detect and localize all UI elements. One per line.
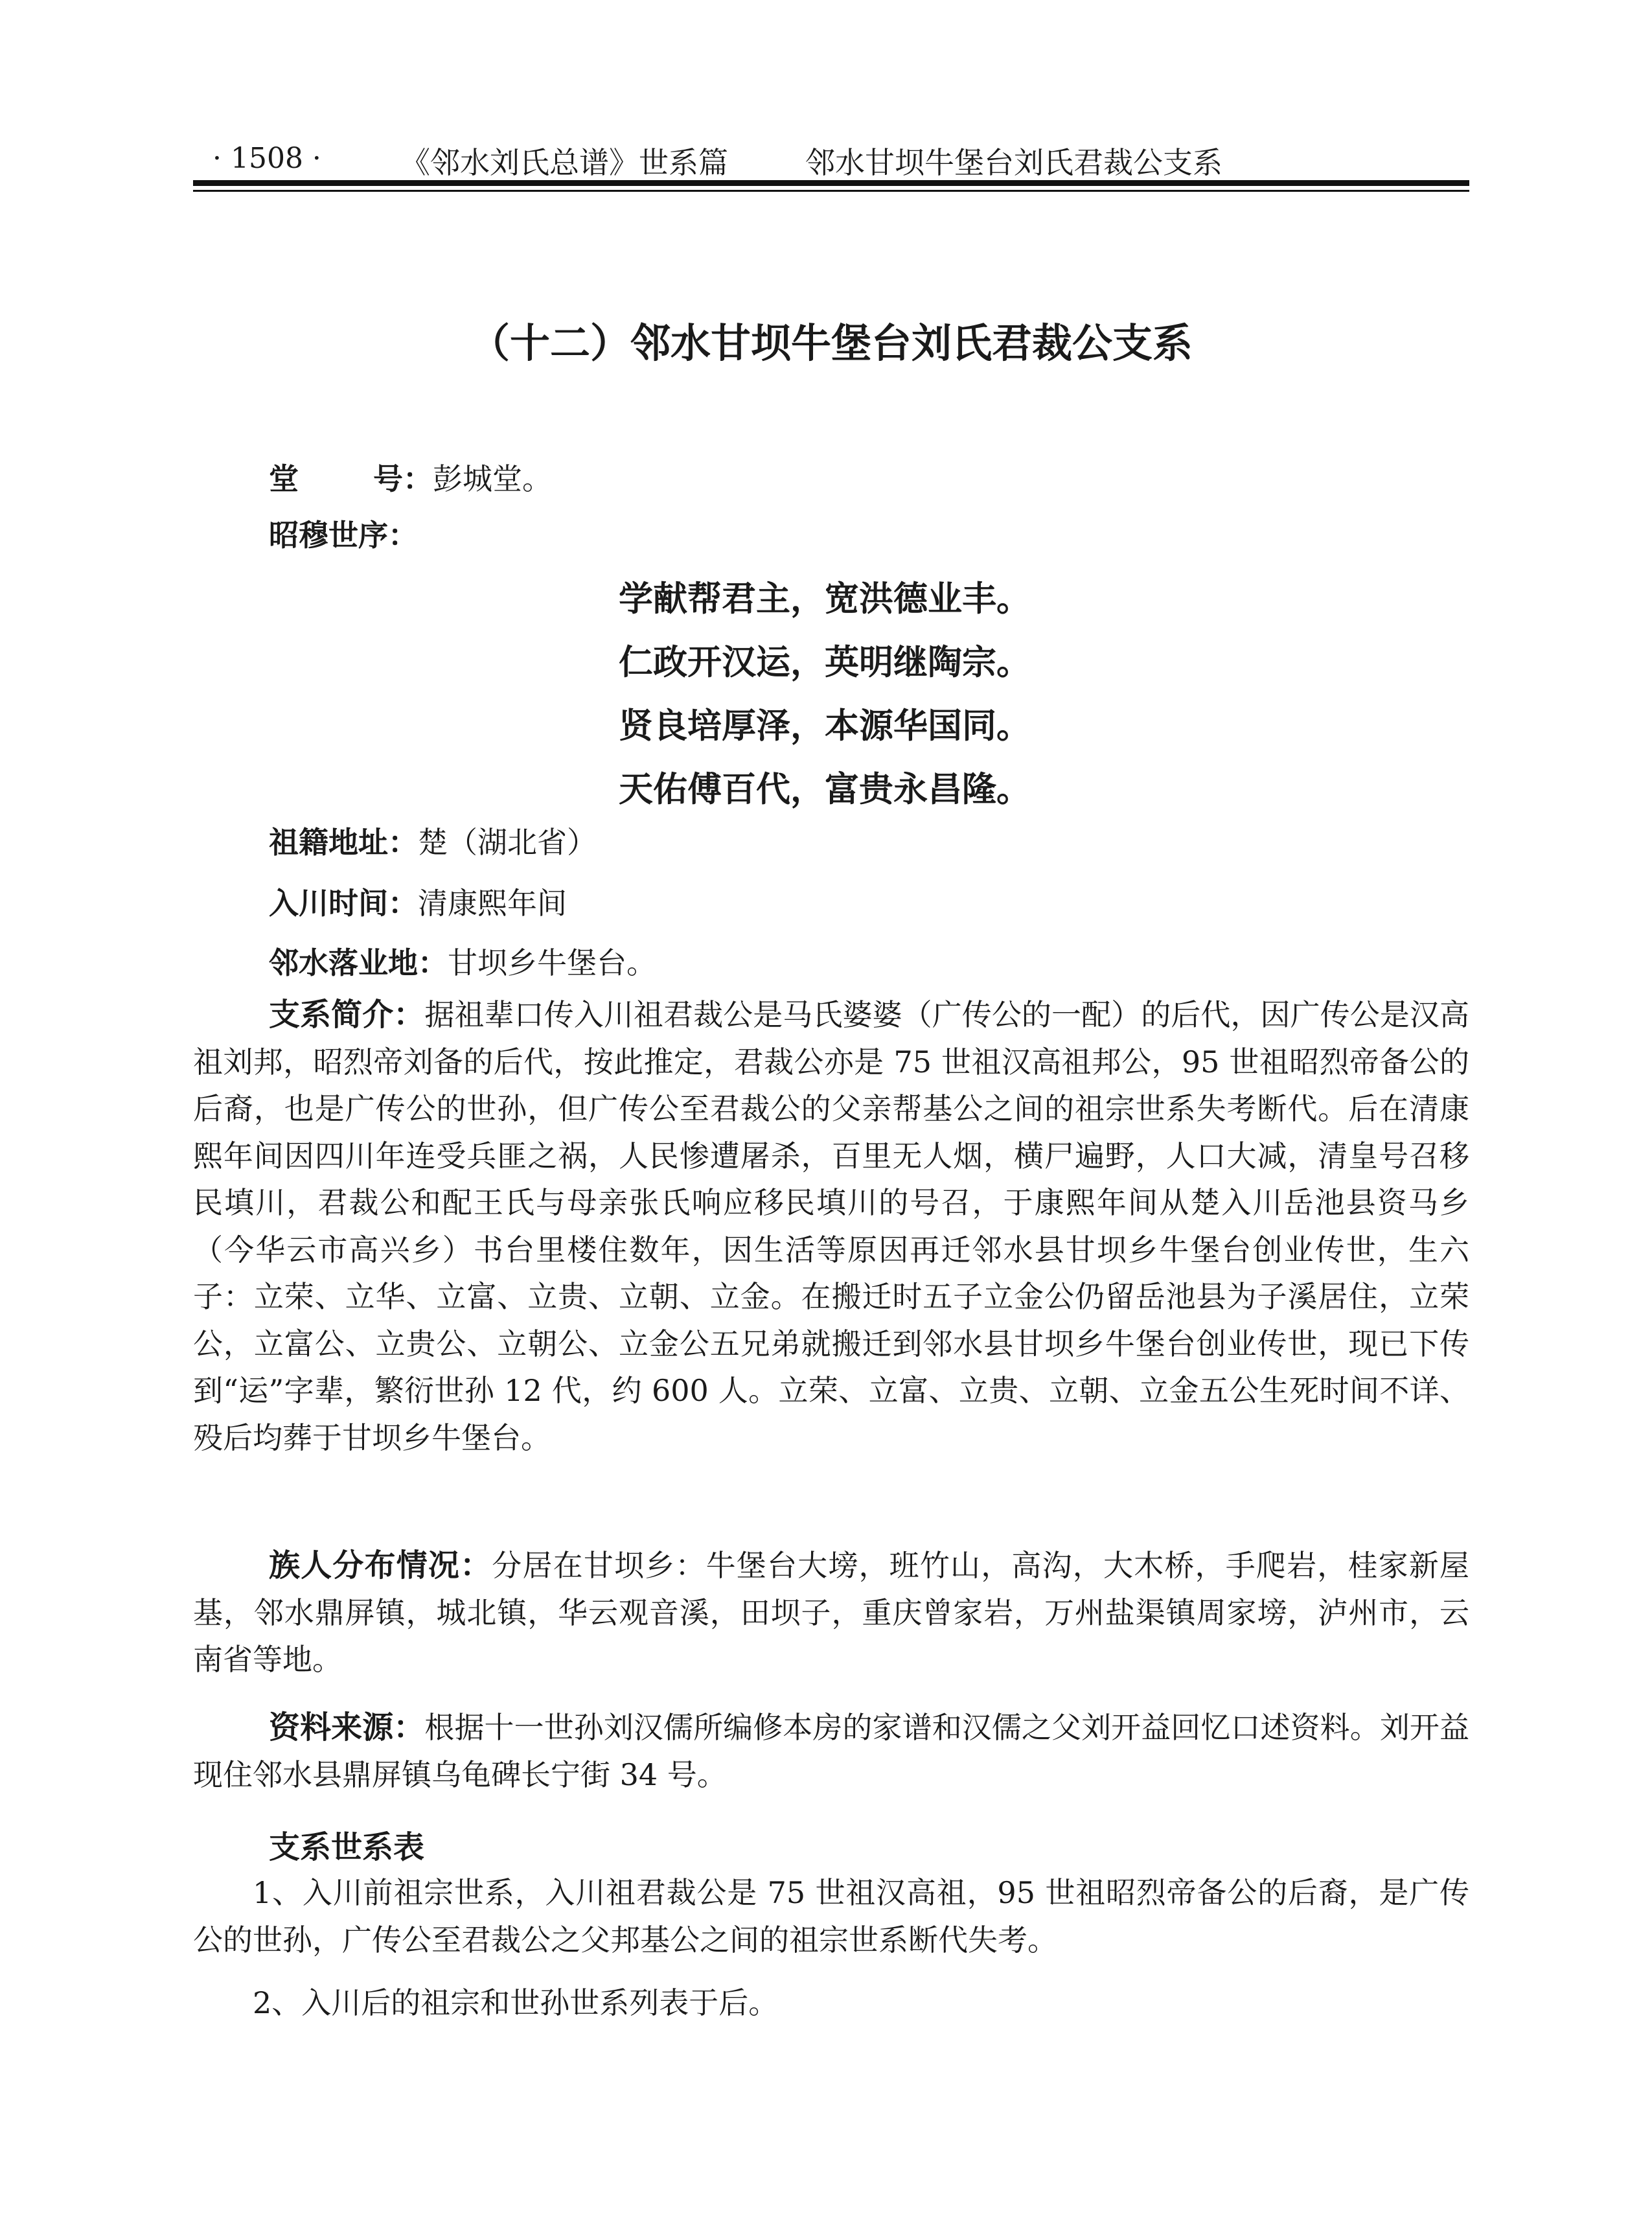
hall-label: 堂 号： (269, 461, 433, 496)
entry-time-value: 清康熙年间 (418, 886, 567, 921)
distribution-paragraph (193, 1542, 1469, 1683)
poem-line: 贤良培厚泽，本源华国同。 (619, 706, 1031, 746)
sources-label: 资料来源： (269, 1709, 425, 1746)
generation-order-label: 昭穆世序： (269, 518, 418, 553)
hall-name-row (269, 456, 552, 498)
distribution-text: 分居在甘坝乡：牛堡台大塝，班竹山，高沟，大木桥，手爬岩，桂家新屋基，邻水鼎屏镇，城北镇，华云观音溪，田坝子，重庆曾家岩，万州盐渠镇周家塝，泸州市，云南省等地。 (193, 1548, 1469, 1677)
settlement-value: 甘坝乡牛堡台。 (448, 945, 656, 980)
poem-line: 天佑傅百代，富贵永昌隆。 (619, 770, 1031, 809)
hall-value: 彭城堂。 (433, 461, 552, 496)
lineage-table-title: 支系世系表 (269, 1829, 425, 1865)
sources-paragraph (193, 1704, 1469, 1798)
lineage-item: 2、入川后的祖宗和世孙世系列表于后。 (253, 1985, 779, 2020)
distribution-label: 族人分布情况： (269, 1547, 492, 1584)
lineage-item: 1、入川前祖宗世系，入川祖君裁公是 75 世祖汉高祖，95 世祖昭烈帝备公的后裔，是广传公的世孙，广传公至君裁公之父邦基公之间的祖宗世系断代失考。 (193, 1875, 1469, 1957)
branch-title: 邻水甘坝牛堡台刘氏君裁公支系 (805, 145, 1222, 180)
branch-intro-paragraph (193, 991, 1469, 1461)
settlement-label: 邻水落业地： (269, 945, 448, 980)
origin-row (269, 819, 597, 862)
origin-label: 祖籍地址： (269, 825, 418, 860)
running-header (193, 133, 1469, 178)
entry-time-label: 入川时间： (269, 886, 418, 921)
page-title: （十二）邻水甘坝牛堡台刘氏君裁公支系 (469, 319, 1193, 367)
header-rule-thin (193, 190, 1469, 192)
intro-text: 据祖辈口传入川祖君裁公是马氏婆婆（广传公的一配）的后代，因广传公是汉高祖刘邦，昭烈帝刘备的后代，按此推定，君裁公亦是 75 世祖汉高祖邦公，95 世祖昭烈帝备公的后裔，也是广传公的世孙，但广传公至君裁公的父亲帮基公之间的祖宗世系失考断代。后在清康熙年间因四川年连受兵匪之祸，人民惨遭屠杀，百里无人烟，横尸遍野，人口大减，清皇号召移民填川，君裁公和配王氏与母亲张氏响应移民填川的号召，于康熙年间从楚入川岳池县资马乡（今华云市高兴乡）书台里楼住数年，因生活等原因再迁邻水县甘坝乡牛堡台创业传世，生六子：立荣、立华、立富、立贵、立朝、立金。在搬迁时五子立金公仍留岳池县为子溪居住，立荣公，立富公、立贵公、立朝公、立金公五兄弟就搬迁到邻水县甘坝乡牛堡台创业传世，现已下传到“运”字辈，繁衍世孙 12 代，约 600 人。立荣、立富、立贵、立朝、立金五公生死时间不详、殁后均葬于甘坝乡牛堡台。 (193, 997, 1469, 1455)
origin-value: 楚（湖北省） (418, 825, 597, 860)
settlement-row (269, 940, 656, 982)
intro-label: 支系简介： (269, 997, 425, 1033)
book-title: 《邻水刘氏总谱》世系篇 (400, 145, 728, 180)
poem-line: 学献帮君主，宽洪德业丰。 (619, 579, 1031, 619)
generation-order-row (269, 512, 418, 555)
poem-line: 仁政开汉运，英明继陶宗。 (619, 643, 1031, 682)
sources-text: 根据十一世孙刘汉儒所编修本房的家谱和汉儒之父刘开益回忆口述资料。刘开益现住邻水县鼎屏镇乌龟碑长宁街 34 号。 (193, 1710, 1469, 1792)
entry-time-row (269, 880, 567, 923)
page-number: · 1508 · (212, 142, 321, 175)
header-rule-thick (193, 180, 1469, 186)
